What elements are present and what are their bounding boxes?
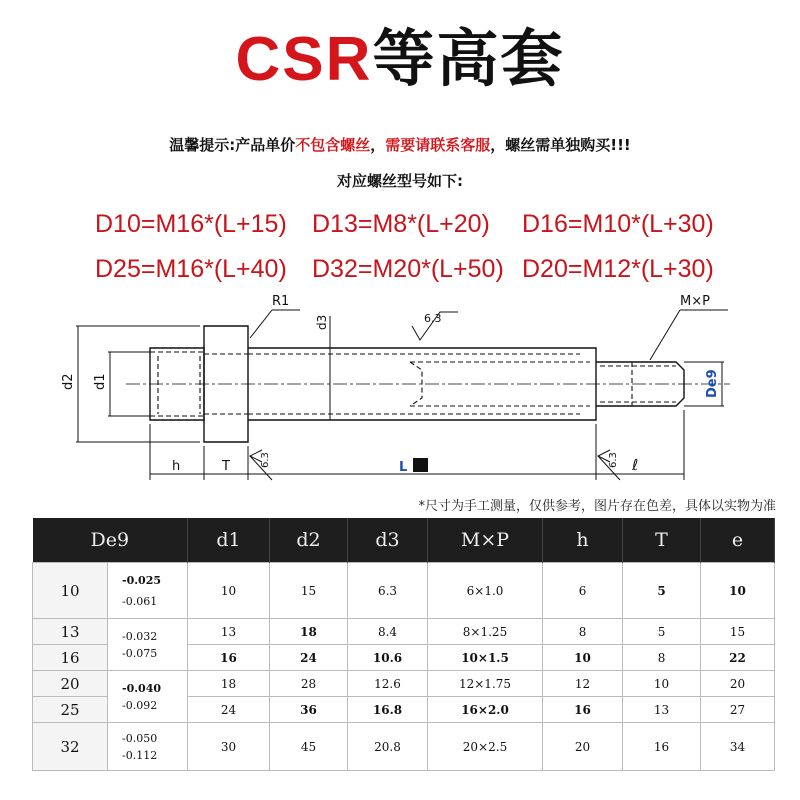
- cell: 30: [188, 723, 270, 771]
- cell: 10: [701, 563, 775, 619]
- cell: 34: [701, 723, 775, 771]
- table-row: [33, 563, 775, 619]
- cell: 16: [188, 645, 270, 671]
- label-mxp: M×P: [680, 294, 710, 309]
- col-header: e: [701, 518, 775, 563]
- cell-de: 10: [33, 563, 108, 619]
- label-e: ℓ: [632, 456, 639, 474]
- cell: 15: [270, 563, 348, 619]
- title-product: 等高套: [372, 22, 565, 95]
- technical-drawing: [0, 290, 800, 490]
- spec-table: [32, 518, 775, 771]
- label-d1: d1: [93, 373, 108, 390]
- cell-tolerance: [108, 671, 188, 723]
- cell: 16×2.0: [428, 697, 543, 723]
- col-header: d1: [188, 518, 270, 563]
- label-r1: R1: [272, 294, 290, 309]
- cell-de: 25: [33, 697, 108, 723]
- cell: 6×1.0: [428, 563, 543, 619]
- label-de9: De9: [705, 369, 720, 398]
- screw-subtitle: 对应螺丝型号如下:: [337, 172, 463, 190]
- table-row: [33, 671, 775, 697]
- cell: 13: [623, 697, 701, 723]
- cell: 20: [543, 723, 623, 771]
- notice-highlight: 不包含螺丝: [295, 136, 371, 154]
- cell-tolerance: [108, 619, 188, 671]
- col-header: De9: [33, 518, 188, 563]
- tol-lo: -0.075: [122, 646, 158, 660]
- col-header: d2: [270, 518, 348, 563]
- cell: 6: [543, 563, 623, 619]
- tol-lo: -0.061: [122, 594, 158, 608]
- cell: 12×1.75: [428, 671, 543, 697]
- cell: 10: [543, 645, 623, 671]
- label-h: h: [172, 459, 181, 474]
- page-title: [0, 22, 800, 95]
- cell: 12: [543, 671, 623, 697]
- col-header: h: [543, 518, 623, 563]
- cell: 18: [270, 619, 348, 645]
- cell: 24: [188, 697, 270, 723]
- cell: 10×1.5: [428, 645, 543, 671]
- tol-lo: -0.112: [122, 748, 158, 762]
- cell: 10.6: [348, 645, 428, 671]
- cell: 20×2.5: [428, 723, 543, 771]
- screw-spec: D13=M8*(L+20): [312, 210, 490, 238]
- cell: 10: [623, 671, 701, 697]
- cell: 20.8: [348, 723, 428, 771]
- label-l: L: [399, 460, 408, 475]
- table-header-row: [33, 518, 775, 563]
- tol-hi: -0.050: [122, 731, 158, 745]
- cell: 8.4: [348, 619, 428, 645]
- col-header: d3: [348, 518, 428, 563]
- cell-de: 13: [33, 619, 108, 645]
- cell: 8: [623, 645, 701, 671]
- cell-tolerance: [108, 723, 188, 771]
- col-header: T: [623, 518, 701, 563]
- cell: 16.8: [348, 697, 428, 723]
- notice-part: ，螺丝需单独购买!!!: [490, 136, 631, 154]
- tol-hi: -0.032: [122, 629, 158, 643]
- notice-text: [0, 134, 800, 155]
- measurement-note: *尺寸为手工测量，仅供参考，图片存在色差，具体以实物为准: [418, 499, 776, 514]
- screw-spec: D16=M10*(L+30): [522, 210, 714, 238]
- cell: 20: [701, 671, 775, 697]
- label-roughness-top: 6.3: [424, 312, 442, 325]
- t-box: [413, 458, 428, 472]
- cell: 6.3: [348, 563, 428, 619]
- cell: 15: [701, 619, 775, 645]
- cell: 8×1.25: [428, 619, 543, 645]
- screw-spec: D32=M20*(L+50): [312, 255, 504, 283]
- cell-de: 16: [33, 645, 108, 671]
- notice-part: ，: [370, 136, 386, 154]
- notice-part: 温馨提示:产品单价: [169, 136, 296, 154]
- tol-lo: -0.092: [122, 698, 158, 712]
- cell: 10: [188, 563, 270, 619]
- label-d2: d2: [61, 373, 76, 390]
- cell: 12.6: [348, 671, 428, 697]
- cell: 27: [701, 697, 775, 723]
- screw-spec: D10=M16*(L+15): [95, 210, 287, 238]
- cell: 16: [543, 697, 623, 723]
- label-t: T: [222, 459, 230, 474]
- title-brand: CSR: [235, 25, 373, 94]
- cell: 13: [188, 619, 270, 645]
- cell-de: 20: [33, 671, 108, 697]
- table-row: [33, 723, 775, 771]
- screw-spec: D25=M16*(L+40): [95, 255, 287, 283]
- table-row: [33, 619, 775, 645]
- cell: 45: [270, 723, 348, 771]
- screw-spec: D20=M12*(L+30): [522, 255, 714, 283]
- label-roughness-right: 6.3: [608, 452, 619, 468]
- cell-tolerance: [108, 563, 188, 619]
- col-header: M×P: [428, 518, 543, 563]
- cell: 18: [188, 671, 270, 697]
- cell-de: 32: [33, 723, 108, 771]
- cell: 5: [623, 563, 701, 619]
- tol-hi: -0.040: [122, 681, 162, 695]
- cell: 22: [701, 645, 775, 671]
- cell: 16: [623, 723, 701, 771]
- cell: 5: [623, 619, 701, 645]
- notice-highlight: 需要请联系客服: [385, 136, 491, 154]
- cell: 28: [270, 671, 348, 697]
- cell: 36: [270, 697, 348, 723]
- label-d3: d3: [315, 314, 329, 330]
- label-roughness-left: 6.3: [260, 452, 271, 468]
- cell: 8: [543, 619, 623, 645]
- cell: 24: [270, 645, 348, 671]
- tol-hi: -0.025: [122, 573, 162, 587]
